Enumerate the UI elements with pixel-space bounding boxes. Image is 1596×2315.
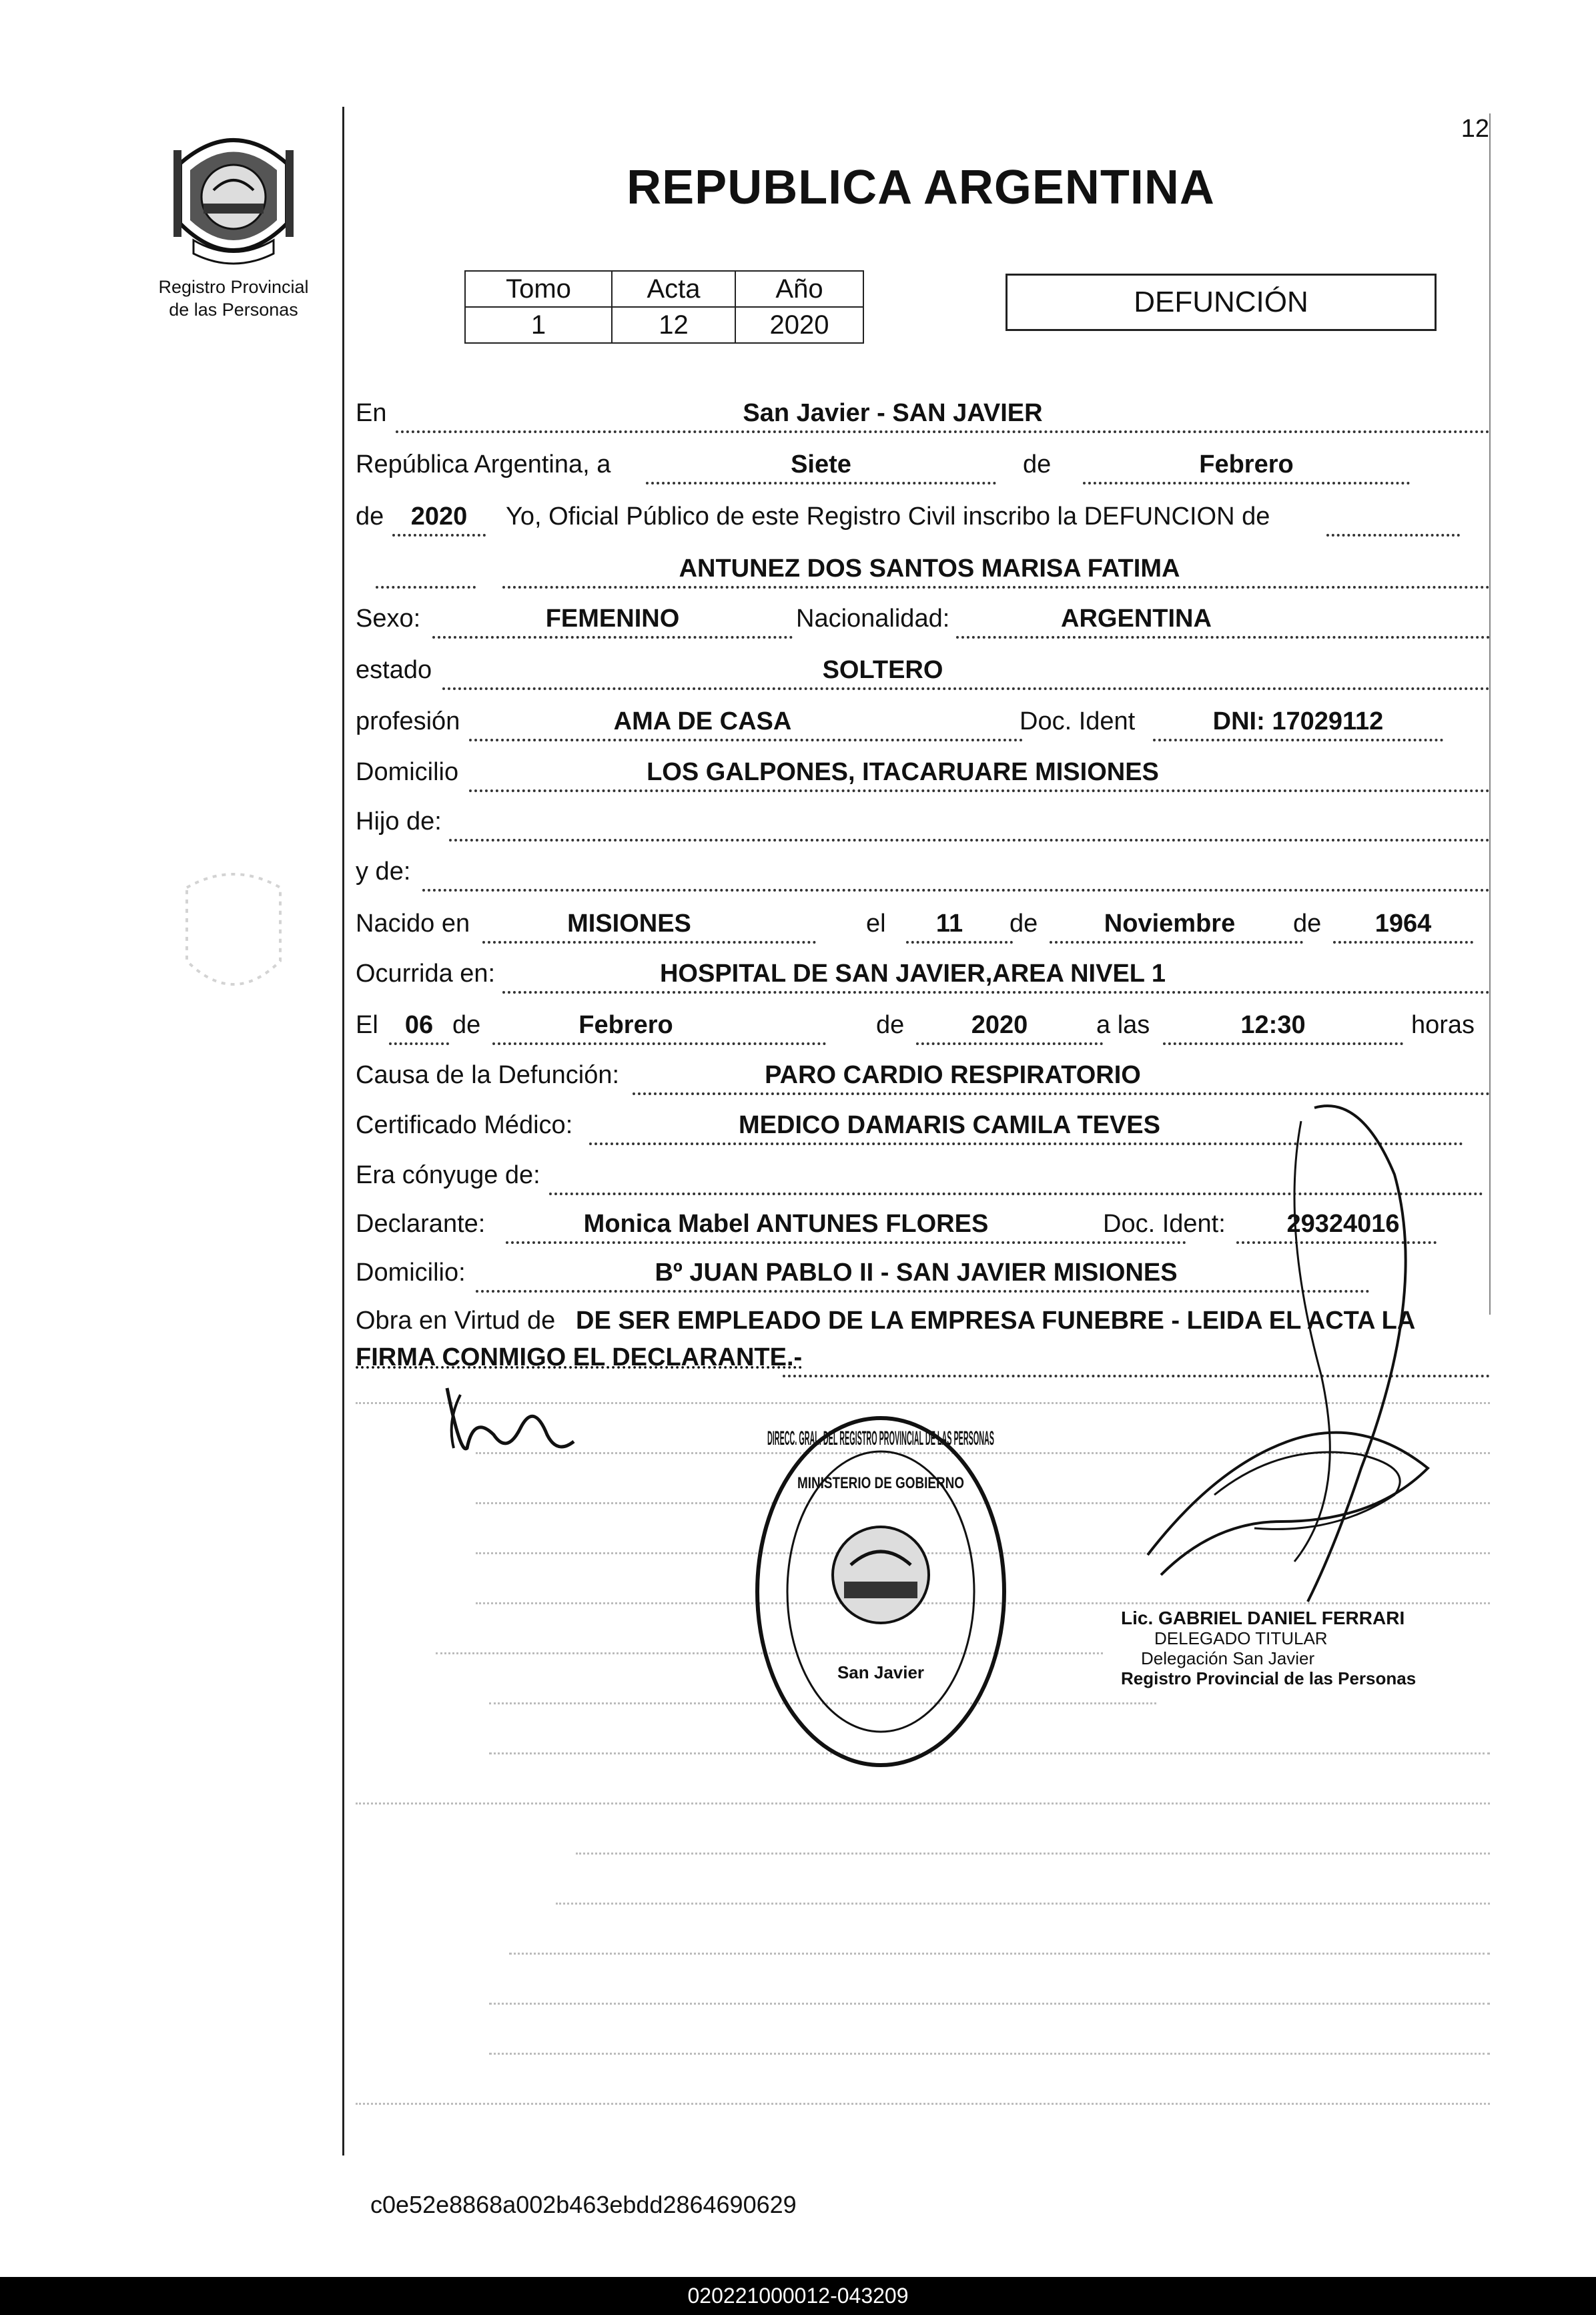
estado-dots [442, 687, 1490, 690]
en-label: En [356, 399, 387, 427]
document-title: REPUBLICA ARGENTINA [627, 161, 1215, 214]
document-hash: c0e52e8868a002b463ebdd2864690629 [370, 2191, 797, 2218]
official-signature [1081, 1094, 1455, 1615]
anio-dots [392, 534, 486, 537]
anio-value: 2020 [410, 503, 468, 531]
de-label-1: de [1023, 450, 1052, 478]
hijo-dots [449, 839, 1490, 842]
row-ocurrida [356, 951, 1490, 998]
faint-line-12 [356, 1912, 1490, 1959]
footer-bar [0, 2277, 1596, 2315]
certificado-label: Certificado Médico: [356, 1111, 573, 1139]
faint-line-15 [356, 2062, 1490, 2109]
header-anio: Año [735, 271, 863, 307]
estado-value: SOLTERO [822, 656, 943, 684]
domicilio-label: Domicilio [356, 758, 459, 786]
page-number: 12 [1461, 115, 1489, 143]
inscribo-text: Yo, Oficial Público de este Registro Civil inscribo la DEFUNCION de [506, 503, 1270, 531]
sexo-value: FEMENINO [545, 605, 680, 633]
value-anio: 2020 [735, 307, 863, 343]
sexo-dots [432, 636, 793, 639]
registry-table [464, 270, 864, 344]
ocurrida-dots [502, 991, 1490, 994]
faint-line-10 [356, 1812, 1490, 1859]
row-yde [356, 849, 1490, 896]
row-inscribo [356, 494, 1490, 541]
official-office: Delegación San Javier [1141, 1648, 1315, 1668]
faint-line-13 [356, 1962, 1490, 2009]
conyuge-label: Era cónyuge de: [356, 1161, 540, 1189]
el-label: el [866, 910, 886, 938]
faint-line-14 [356, 2012, 1490, 2059]
en-value: San Javier - SAN JAVIER [743, 399, 1043, 427]
nac-mes-value: Noviembre [1104, 910, 1236, 938]
official-agency: Registro Provincial de las Personas [1121, 1668, 1417, 1688]
nac-mes-dots [1050, 941, 1303, 944]
agency-logo-block [127, 123, 340, 321]
docident-value: DNI: 17029112 [1212, 707, 1384, 735]
ocurrida-value: HOSPITAL DE SAN JAVIER,AREA NIVEL 1 [659, 960, 1166, 988]
de-label-6: de [876, 1011, 905, 1039]
row-fecha-defuncion [356, 1002, 1490, 1049]
def-mes-dots [492, 1042, 826, 1045]
footer-code: 020221000012-043209 [687, 2284, 909, 2308]
certificado-value: MEDICO DAMARIS CAMILA TEVES [739, 1111, 1160, 1139]
declarante-value: Monica Mabel ANTUNES FLORES [583, 1210, 989, 1238]
alas-label: a las [1096, 1011, 1150, 1039]
nacionalidad-dots [956, 636, 1490, 639]
nombre-value: ANTUNEZ DOS SANTOS MARISA FATIMA [679, 555, 1180, 583]
horas-label: horas [1411, 1011, 1475, 1039]
row-nombre [356, 546, 1490, 593]
decl-doc-value: 29324016 [1286, 1210, 1400, 1238]
inscribo-dots [1326, 534, 1460, 537]
nac-anio-dots [1333, 941, 1473, 944]
declarante-label: Declarante: [356, 1210, 486, 1238]
declarant-signature [434, 1375, 580, 1468]
de-label-2: de [356, 503, 384, 531]
domicilio-dots [469, 789, 1490, 792]
mes-value: Febrero [1199, 450, 1294, 478]
def-mes-value: Febrero [578, 1011, 673, 1039]
nombre-lead-dots [376, 586, 476, 589]
value-tomo: 1 [465, 307, 612, 343]
seal-inner-text: MINISTERIO DE GOBIERNO [797, 1474, 964, 1492]
record-type-box: DEFUNCIÓN [1006, 274, 1437, 331]
nac-dia-value: 11 [935, 910, 963, 938]
def-dia-dots [389, 1042, 449, 1045]
seal-outer-text: DIRECC. GRAL. DEL REGISTRO PROVINCIAL DE LAS PERSONAS [767, 1427, 994, 1449]
estado-label: estado [356, 656, 432, 684]
nacido-label: Nacido en [356, 910, 470, 938]
sexo-label: Sexo: [356, 605, 421, 633]
decl-domicilio-label: Domicilio: [356, 1259, 466, 1287]
header-tomo: Tomo [465, 271, 612, 307]
decl-domicilio-value: Bº JUAN PABLO II - SAN JAVIER MISIONES [655, 1259, 1178, 1287]
profesion-dots [469, 739, 1023, 741]
row-causa [356, 1052, 1490, 1099]
row-profesion [356, 699, 1490, 745]
mes-dots [1083, 482, 1410, 484]
de-label-3: de [1010, 910, 1038, 938]
hijo-label: Hijo de: [356, 807, 442, 836]
obra-value-2: FIRMA CONMIGO EL DECLARANTE.- [356, 1343, 803, 1371]
row-sexo [356, 596, 1490, 643]
margin-line [342, 107, 344, 2156]
profesion-label: profesión [356, 707, 460, 735]
row-hijo [356, 799, 1490, 846]
agency-caption: Registro Provincial de las Personas [158, 277, 309, 320]
domicilio-value: LOS GALPONES, ITACARUARE MISIONES [647, 758, 1159, 786]
official-seal [751, 1411, 1011, 1772]
dia-dots [646, 482, 996, 484]
docident-dots [1153, 739, 1443, 741]
provincia-misiones-emblem [167, 123, 300, 270]
row-estado [356, 647, 1490, 694]
def-dia-value: 06 [404, 1011, 434, 1039]
def-anio-value: 2020 [971, 1011, 1028, 1039]
nacionalidad-label: Nacionalidad: [796, 605, 950, 633]
profesion-value: AMA DE CASA [613, 707, 792, 735]
row-domicilio [356, 749, 1490, 796]
nac-anio-value: 1964 [1374, 910, 1432, 938]
de-label-4: de [1293, 910, 1322, 938]
header-acta: Acta [612, 271, 735, 307]
official-role: DELEGADO TITULAR [1154, 1628, 1328, 1648]
causa-label: Causa de la Defunción: [356, 1061, 620, 1089]
def-hora-dots [1163, 1042, 1403, 1045]
official-signature-block [1121, 1608, 1416, 1688]
ocurrida-label: Ocurrida en: [356, 960, 496, 988]
obra-label: Obra en Virtud de [356, 1307, 556, 1335]
causa-value: PARO CARDIO RESPIRATORIO [765, 1061, 1141, 1089]
en-dots [396, 430, 1490, 433]
row-nacido [356, 901, 1490, 948]
docident-label: Doc. Ident [1020, 707, 1136, 735]
seal-location: San Javier [837, 1662, 925, 1682]
nac-dia-dots [906, 941, 1013, 944]
official-name: Lic. GABRIEL DANIEL FERRARI [1121, 1608, 1405, 1628]
def-anio-dots [916, 1042, 1103, 1045]
row-fecha-inscripcion [356, 442, 1490, 488]
decl-doc-label: Doc. Ident: [1103, 1210, 1226, 1238]
el-cap-label: El [356, 1011, 378, 1039]
nombre-dots [502, 586, 1490, 589]
dia-value: Siete [791, 450, 851, 478]
nacido-value: MISIONES [567, 910, 691, 938]
def-hora-value: 12:30 [1240, 1011, 1306, 1039]
de-label-5: de [452, 1011, 481, 1039]
republica-label: República Argentina, a [356, 450, 611, 478]
nacionalidad-value: ARGENTINA [1061, 605, 1212, 633]
value-acta: 12 [612, 307, 735, 343]
obra-value-1: DE SER EMPLEADO DE LA EMPRESA FUNEBRE - LEIDA EL ACTA LA [576, 1307, 1416, 1335]
nacido-dots [482, 941, 816, 944]
faint-line-11 [356, 1862, 1490, 1909]
row-en [356, 390, 1490, 437]
yde-label: y de: [356, 858, 411, 886]
yde-dots [422, 889, 1490, 892]
faint-stamp-mark [167, 861, 300, 1028]
